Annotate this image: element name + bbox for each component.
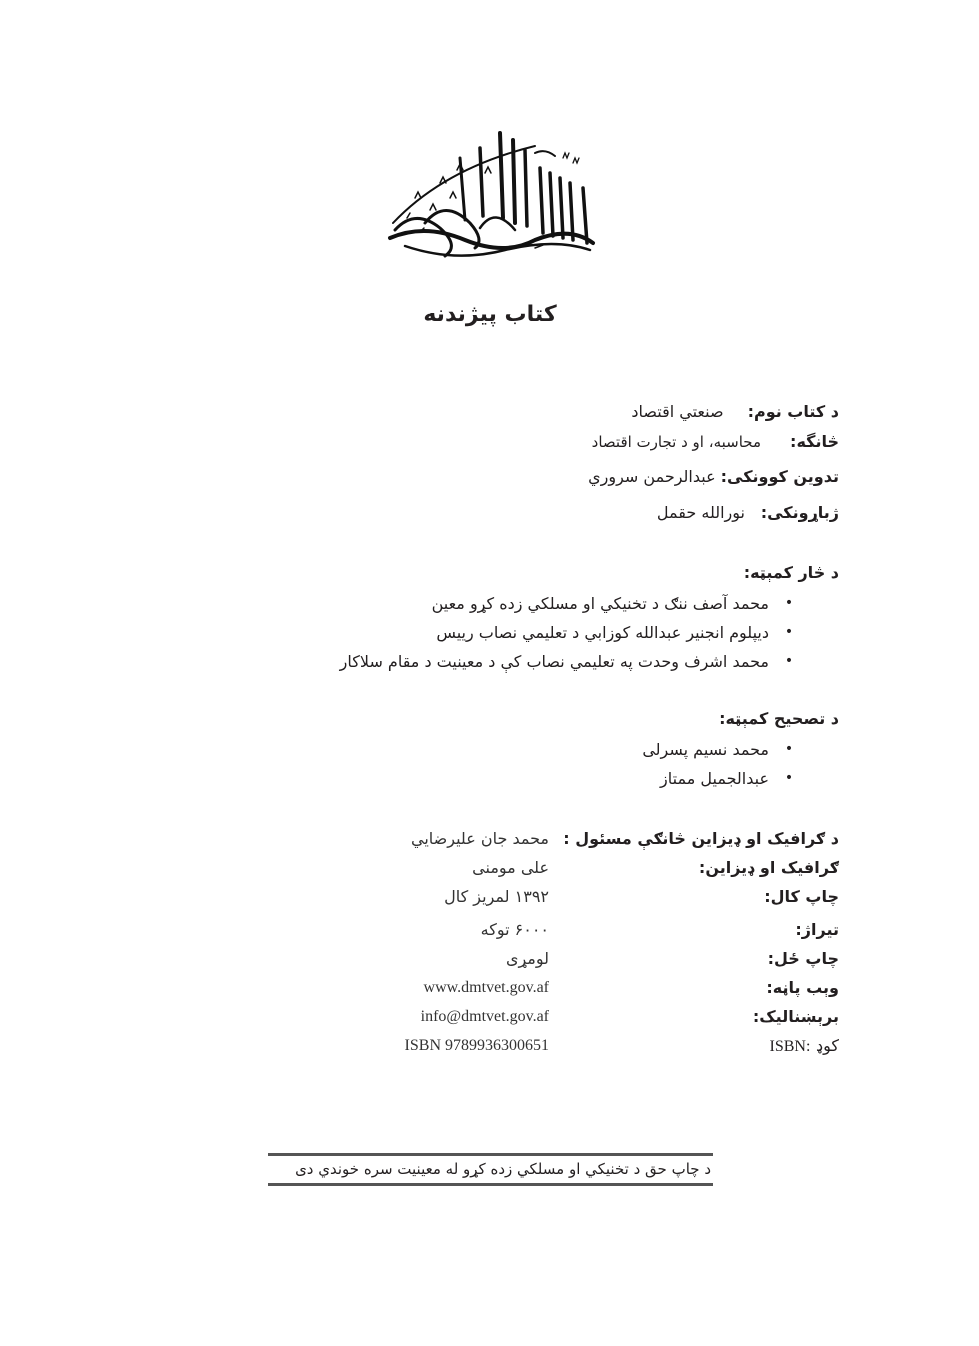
- credit-row-isbn: [379, 1031, 839, 1060]
- book-name-label: د کتاب نوم:: [747, 402, 839, 421]
- credit-row-website: [379, 973, 839, 1002]
- book-name-row: [631, 402, 839, 430]
- member-name: محمد آصف ننګ د تخنيکي او مسلکي زده کړو معين: [431, 594, 769, 613]
- list-item: [340, 647, 809, 676]
- list-item: [642, 764, 809, 793]
- credits-table: [379, 824, 839, 1060]
- calligraphy-ornament-icon: [385, 128, 600, 268]
- credit-label: برېښنالیک:: [752, 1007, 839, 1026]
- credit-label: چاپ ځل:: [767, 949, 839, 968]
- compiler-row: [588, 467, 839, 495]
- credit-label: ګرافیک او ډیزاین:: [698, 858, 839, 877]
- member-name: ديپلوم انجنير عبدالله کوزابي د تعليمي نصاب رييس: [436, 623, 769, 642]
- bullet-icon: •: [784, 653, 794, 669]
- isbn-label-prefix: کوډ: [815, 1036, 839, 1055]
- field-label: څانگه:: [790, 432, 839, 451]
- isbn-label-latin: ISBN:: [769, 1038, 811, 1055]
- field-value: محاسبه، او د تجارت اقتصاد: [591, 433, 761, 451]
- correction-committee-list: [642, 735, 809, 793]
- book-name-value: صنعتي اقتصاد: [631, 402, 724, 421]
- basmala-calligraphy: [385, 128, 600, 268]
- list-item: [340, 589, 809, 618]
- bullet-icon: •: [784, 595, 794, 611]
- credit-row-edition: [379, 944, 839, 973]
- member-name: عبدالجميل ممتاز: [660, 769, 769, 788]
- credit-label: [549, 1031, 839, 1060]
- isbn-value: ISBN 9789936300651: [404, 1037, 549, 1054]
- credit-value: محمد جان عليرضايي: [411, 829, 549, 848]
- list-item: [340, 618, 809, 647]
- translator-label: ژباړونکی:: [760, 503, 839, 522]
- supervision-committee-list: [340, 589, 809, 676]
- bullet-icon: •: [784, 770, 794, 786]
- credit-label: د ګرافیک او ډیزاین څانګې مسئول :: [563, 829, 839, 848]
- credit-row-graphics-design: [379, 853, 839, 882]
- correction-committee-heading: د تصحیح کمېټه:: [719, 709, 839, 728]
- supervision-committee-heading: د څار کمېټه:: [743, 563, 839, 582]
- translator-row: [657, 503, 839, 531]
- credit-row-print-year: [379, 882, 839, 911]
- bullet-icon: •: [784, 741, 794, 757]
- website-link[interactable]: www.dmtvet.gov.af: [423, 979, 549, 996]
- translator-value: نورالله حقمل: [656, 503, 745, 522]
- credit-value: علی مومنی: [472, 858, 549, 877]
- credit-value: ۱۳۹۲ لمریز کال: [444, 887, 549, 906]
- email-link[interactable]: info@dmtvet.gov.af: [420, 1008, 549, 1025]
- credit-row-print-run: [379, 915, 839, 944]
- field-row: [592, 432, 839, 460]
- credit-label: وېب پاڼه:: [766, 978, 839, 997]
- page-title: کتاب پیژندنه: [423, 302, 557, 327]
- credit-value: لومړی: [505, 949, 549, 968]
- list-item: [642, 735, 809, 764]
- member-name: محمد نسيم پسرلی: [642, 740, 769, 759]
- credit-label: چاپ کال:: [764, 887, 839, 906]
- compiler-value: عبدالرحمن سروري: [588, 467, 716, 486]
- credit-value: ۶۰۰۰ توکه: [480, 920, 549, 939]
- compiler-label: تدوین کوونکی:: [720, 467, 839, 486]
- bullet-icon: •: [784, 624, 794, 640]
- member-name: محمد اشرف وحدت په تعليمي نصاب کې د معينيت د مقام سلاکار: [339, 652, 769, 671]
- credit-label: تیراژ:: [795, 920, 839, 939]
- credit-row-email: [379, 1002, 839, 1031]
- credit-row-graphics-head: [379, 824, 839, 853]
- copyright-notice: د چاپ حق د تخنيکي او مسلکي زده کړو له معينيت سره خوندي دی: [268, 1153, 713, 1186]
